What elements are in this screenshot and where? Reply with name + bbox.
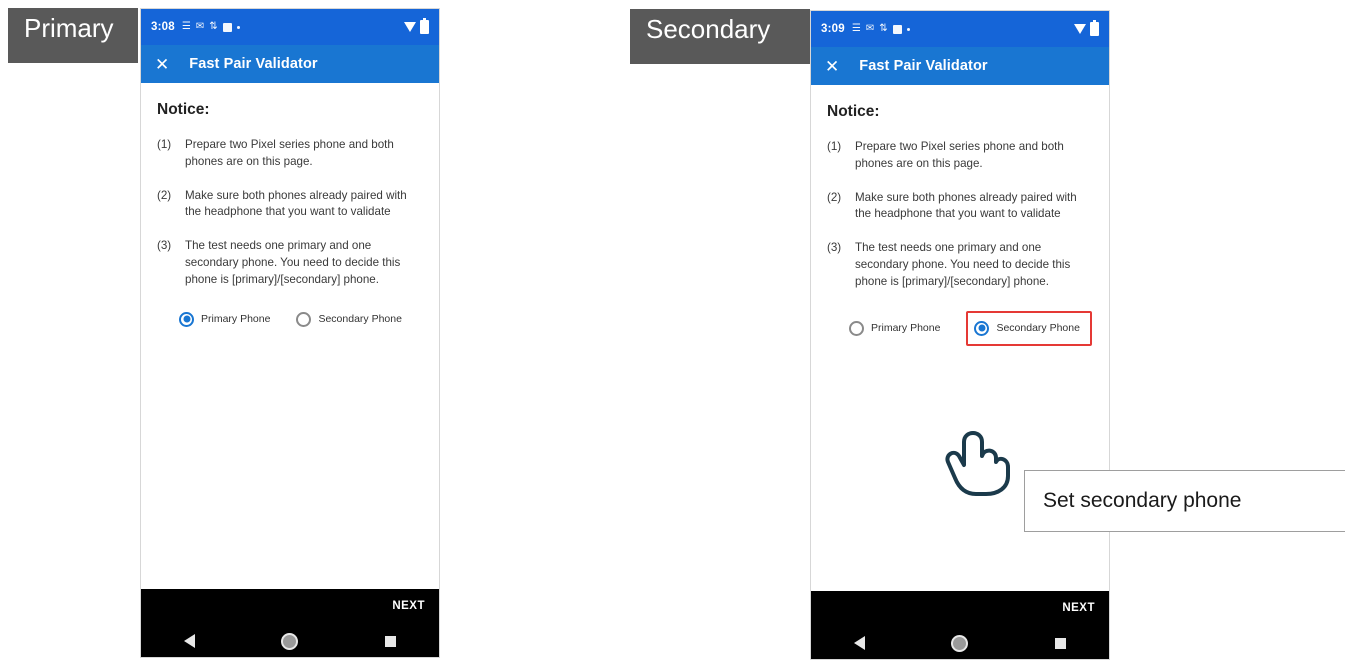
- annotation-primary-label: Primary: [8, 8, 138, 63]
- notice-number: (2): [827, 190, 842, 204]
- status-icons-left: [852, 24, 910, 34]
- radio-label-secondary-phone: Secondary Phone: [996, 322, 1080, 335]
- notice-heading: Notice:: [157, 101, 210, 118]
- home-icon[interactable]: [281, 633, 298, 650]
- close-icon[interactable]: ✕: [825, 56, 840, 76]
- notice-text: The test needs one primary and one secondary phone. You need to decide this phone is [primary]/[secondary] phone.: [855, 241, 1071, 288]
- notice-number: (1): [157, 138, 172, 151]
- radio-option-primary-phone[interactable]: [175, 309, 274, 330]
- status-bar: [811, 11, 1109, 47]
- bluetooth-icon: ⇅: [209, 21, 218, 32]
- battery-icon: [420, 20, 429, 34]
- radio-label-primary-phone: Primary Phone: [871, 322, 941, 335]
- radio-button-secondary-phone[interactable]: [974, 321, 989, 336]
- status-icons-right: [404, 20, 429, 34]
- back-icon[interactable]: [184, 634, 195, 648]
- annotation-callout: Set secondary phone: [1024, 470, 1345, 532]
- notice-item: [157, 188, 423, 222]
- status-icons-right: [1074, 22, 1099, 36]
- notice-item: [827, 139, 1093, 173]
- notice-number: (1): [827, 140, 842, 153]
- radio-option-secondary-phone[interactable]: [966, 311, 1091, 346]
- radio-button-primary-phone[interactable]: [179, 312, 194, 327]
- app-title: Fast Pair Validator: [859, 58, 988, 74]
- phone-screenshot-primary: [140, 8, 440, 658]
- notice-item: [157, 137, 423, 171]
- notice-item: [827, 190, 1093, 224]
- next-button[interactable]: NEXT: [392, 600, 425, 612]
- notice-text: Prepare two Pixel series phone and both phones are on this page.: [855, 140, 1064, 170]
- notice-text: Make sure both phones already paired with the headphone that you want to validate: [855, 190, 1077, 221]
- notice-item: [157, 238, 423, 288]
- dot-icon: [237, 26, 240, 29]
- bluetooth-icon: ⇅: [879, 23, 888, 34]
- video-icon: [893, 25, 902, 34]
- notice-number: (3): [157, 239, 172, 253]
- next-bar: [141, 589, 439, 623]
- status-time: 3:09: [821, 23, 845, 35]
- notice-heading: Notice:: [827, 103, 880, 120]
- app-bar: [811, 47, 1109, 85]
- app-bar: [141, 45, 439, 83]
- status-icons-left: [182, 22, 240, 32]
- status-bar: [141, 9, 439, 45]
- recents-icon[interactable]: [385, 636, 396, 647]
- system-navigation-bar: [811, 625, 1109, 660]
- notice-number: (2): [157, 188, 172, 202]
- next-bar: [811, 591, 1109, 625]
- notice-number: (3): [827, 241, 842, 255]
- radio-button-primary-phone[interactable]: [849, 321, 864, 336]
- messages-icon: ✉: [195, 21, 205, 32]
- radio-option-primary-phone[interactable]: [845, 318, 944, 339]
- notice-text: Make sure both phones already paired with the headphone that you want to validate: [185, 188, 407, 219]
- battery-icon: [1090, 22, 1099, 36]
- hand-pointer-icon: [942, 418, 1016, 496]
- video-icon: [223, 23, 232, 32]
- notice-text: Prepare two Pixel series phone and both phones are on this page.: [185, 138, 394, 168]
- phone-screenshot-secondary: [810, 10, 1110, 660]
- notice-text: The test needs one primary and one secondary phone. You need to decide this phone is [primary]/[secondary] phone.: [185, 239, 401, 286]
- messages-icon: ✉: [865, 23, 875, 34]
- annotation-secondary-label: Secondary: [630, 9, 810, 64]
- home-icon[interactable]: [951, 635, 968, 652]
- radio-label-primary-phone: Primary Phone: [201, 313, 271, 326]
- next-button[interactable]: NEXT: [1062, 602, 1095, 614]
- wifi-icon: [404, 22, 416, 32]
- notice-item: [827, 240, 1093, 290]
- radio-option-secondary-phone[interactable]: [292, 309, 405, 330]
- status-time: 3:08: [151, 21, 175, 33]
- close-icon[interactable]: ✕: [155, 54, 170, 74]
- radio-button-secondary-phone[interactable]: [296, 312, 311, 327]
- wifi-icon: [1074, 24, 1086, 34]
- dot-icon: [907, 28, 910, 31]
- back-icon[interactable]: [854, 636, 865, 650]
- notice-content: [141, 83, 439, 589]
- recents-icon[interactable]: [1055, 638, 1066, 649]
- vibrate-icon: ☰: [181, 21, 191, 32]
- phone-role-radio-group: [157, 309, 423, 330]
- system-navigation-bar: [141, 623, 439, 658]
- phone-role-radio-group: [827, 311, 1093, 346]
- app-title: Fast Pair Validator: [189, 56, 318, 72]
- radio-label-secondary-phone: Secondary Phone: [318, 313, 402, 326]
- vibrate-icon: ☰: [851, 23, 861, 34]
